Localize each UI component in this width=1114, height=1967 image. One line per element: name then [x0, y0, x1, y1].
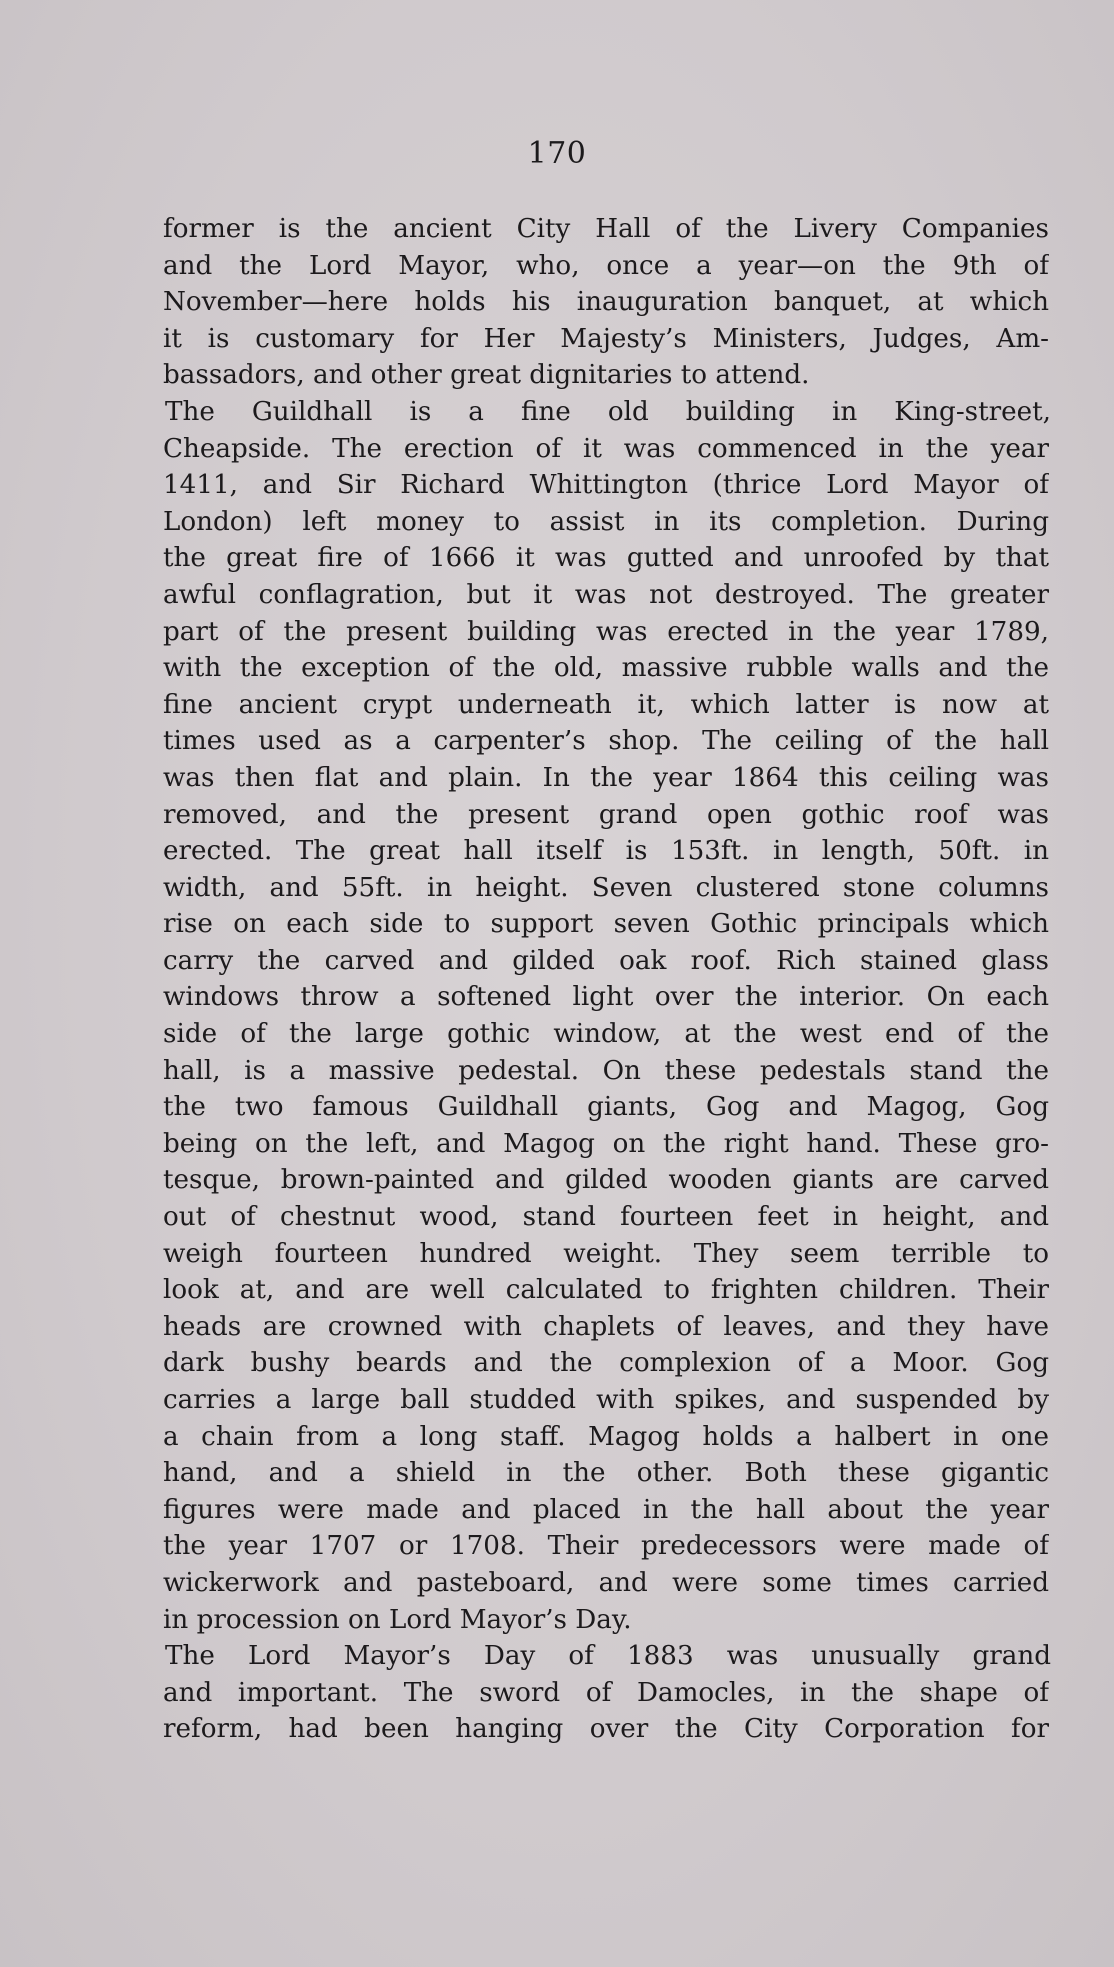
text-line: carry the carved and gilded oak roof. Rich stained glass [163, 945, 1049, 976]
text-line: November—here holds his inauguration banquet, at which [163, 287, 1049, 318]
text-line: fine ancient crypt underneath it, which latter is now at [163, 689, 1049, 720]
text-line: erected. The great hall itself is 153ft. in length, 50ft. in [163, 836, 1049, 867]
page-number: 170 [527, 136, 587, 171]
text-line: being on the left, and Magog on the right hand. These gro- [163, 1128, 1049, 1159]
text-line: in procession on Lord Mayor’s Day. [163, 1604, 632, 1635]
text-line: The Lord Mayor’s Day of 1883 was unusually grand [165, 1641, 1051, 1672]
text-line: windows throw a softened light over the interior. On each [163, 982, 1049, 1013]
text-line: weigh fourteen hundred weight. They seem terrible to [163, 1238, 1049, 1269]
text-line: and important. The sword of Damocles, in the shape of [163, 1677, 1049, 1708]
text-line: out of chestnut wood, stand fourteen feet in height, and [163, 1202, 1049, 1233]
text-line: and the Lord Mayor, who, once a year—on the 9th of [163, 250, 1049, 281]
text-line: it is customary for Her Majesty’s Ministers, Judges, Am- [163, 323, 1049, 354]
text-line: the two famous Guildhall giants, Gog and Magog, Gog [163, 1092, 1049, 1123]
text-line: the great fire of 1666 it was gutted and unroofed by that [163, 543, 1049, 574]
text-line: The Guildhall is a fine old building in King-street, [165, 396, 1051, 427]
text-line: Cheapside. The erection of it was commenced in the year [163, 433, 1049, 464]
text-line: part of the present building was erected in the year 1789, [163, 616, 1049, 647]
text-line: heads are crowned with chaplets of leaves, and they have [163, 1311, 1049, 1342]
text-line: rise on each side to support seven Gothic principals which [163, 909, 1049, 940]
text-line: figures were made and placed in the hall about the year [163, 1494, 1049, 1525]
text-line: 1411, and Sir Richard Whittington (thrice Lord Mayor of [163, 470, 1049, 501]
text-line: awful conflagration, but it was not destroyed. The greater [163, 579, 1049, 610]
text-line: with the exception of the old, massive rubble walls and the [163, 653, 1049, 684]
text-line: London) left money to assist in its completion. During [163, 506, 1049, 537]
text-line: hall, is a massive pedestal. On these pedestals stand the [163, 1055, 1049, 1086]
text-line: dark bushy beards and the complexion of a Moor. Gog [163, 1348, 1049, 1379]
text-line: times used as a carpenter’s shop. The ceiling of the hall [163, 726, 1049, 757]
text-line: side of the large gothic window, at the west end of the [163, 1019, 1049, 1050]
text-line: a chain from a long staff. Magog holds a halbert in one [163, 1421, 1049, 1452]
text-line: reform, had been hanging over the City Corporation for [163, 1714, 1049, 1745]
text-line: width, and 55ft. in height. Seven clustered stone columns [163, 872, 1049, 903]
text-line: tesque, brown-painted and gilded wooden giants are carved [163, 1165, 1049, 1196]
text-line: look at, and are well calculated to frighten children. Their [163, 1275, 1049, 1306]
text-line: former is the ancient City Hall of the Livery Companies [163, 214, 1049, 244]
text-line: removed, and the present grand open gothic roof was [163, 799, 1049, 830]
text-line: carries a large ball studded with spikes, and suspended by [163, 1385, 1049, 1415]
body-text [163, 211, 1049, 1748]
text-line: wickerwork and pasteboard, and were some times carried [163, 1567, 1049, 1598]
text-line: the year 1707 or 1708. Their predecessors were made of [163, 1531, 1049, 1562]
text-line: bassadors, and other great dignitaries to attend. [163, 360, 810, 391]
text-line: hand, and a shield in the other. Both these gigantic [163, 1458, 1049, 1489]
text-line: was then flat and plain. In the year 1864 this ceiling was [163, 762, 1049, 793]
